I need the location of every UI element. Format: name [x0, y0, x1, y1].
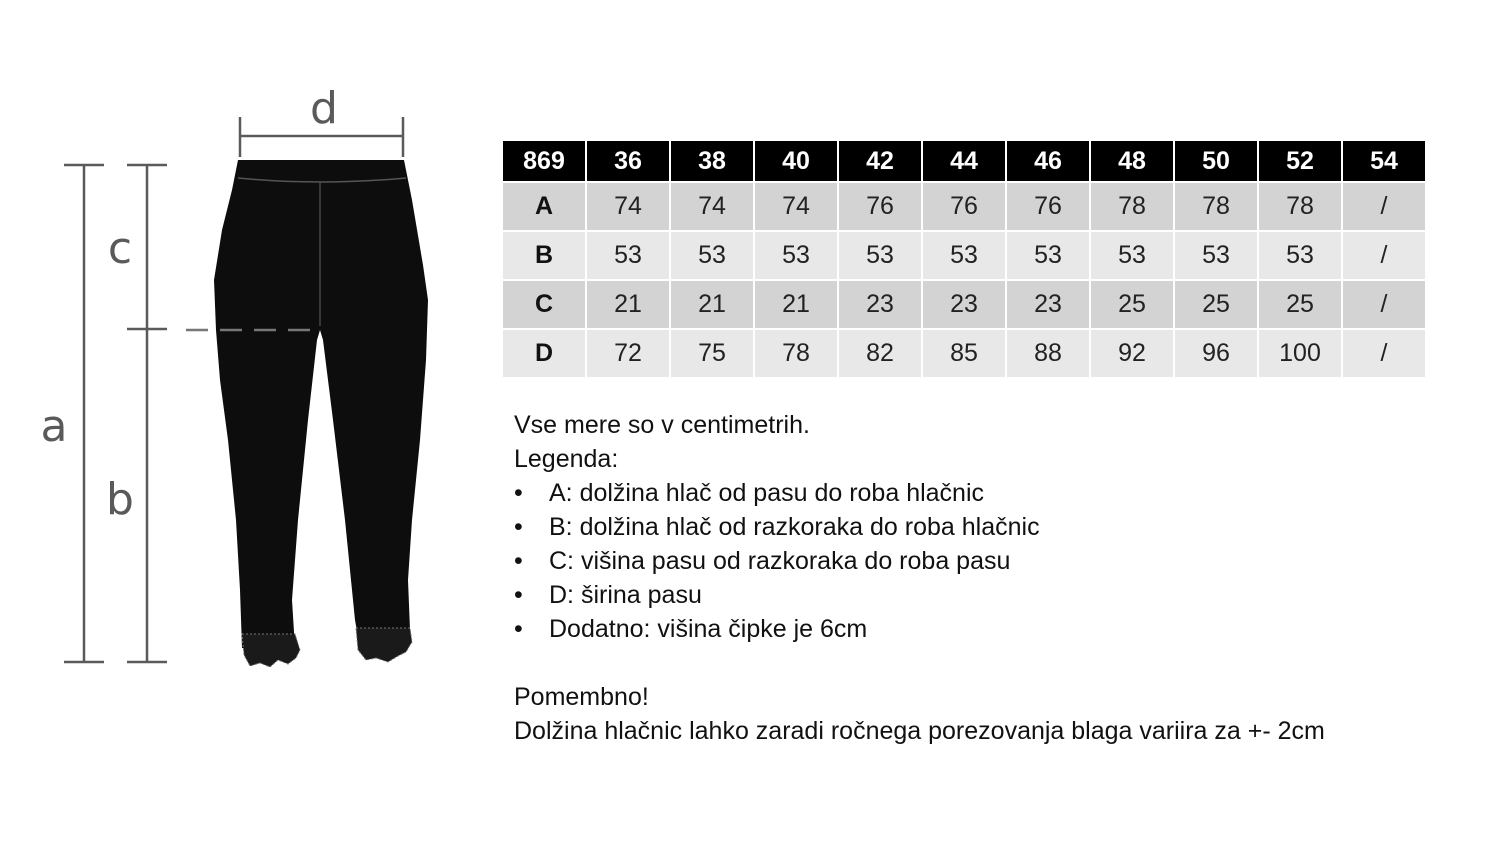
table-cell: 78: [1091, 183, 1173, 230]
row-label: B: [503, 232, 585, 279]
header-cell: 869: [503, 141, 585, 181]
row-label: D: [503, 330, 585, 377]
bullet-icon: •: [514, 581, 523, 609]
table-cell: 21: [587, 281, 669, 328]
table-cell: 74: [671, 183, 753, 230]
table-cell: 53: [1175, 232, 1257, 279]
row-label: A: [503, 183, 585, 230]
lace-hem-right: [356, 628, 412, 662]
table-cell: 74: [755, 183, 837, 230]
legend-title: Legenda:: [514, 445, 619, 473]
table-cell: 21: [755, 281, 837, 328]
legend-item-text: C: višina pasu od razkoraka do roba pasu: [549, 547, 1011, 575]
header-cell: 46: [1007, 141, 1089, 181]
table-cell: 78: [1259, 183, 1341, 230]
dimension-c-line: [127, 165, 167, 329]
table-cell: /: [1343, 183, 1425, 230]
table-cell: 78: [755, 330, 837, 377]
table-row: [503, 232, 1425, 279]
table-row: [503, 281, 1425, 328]
table-cell: /: [1343, 281, 1425, 328]
important-text: Dolžina hlačnic lahko zaradi ročnega porezovanja blaga variira za +- 2cm: [514, 717, 1325, 745]
table-cell: 25: [1091, 281, 1173, 328]
legend-item: [514, 510, 1474, 544]
table-cell: 85: [923, 330, 1005, 377]
dimension-a-line: [64, 165, 104, 662]
table-cell: 78: [1175, 183, 1257, 230]
table-cell: 75: [671, 330, 753, 377]
dimension-b-label: b: [106, 474, 134, 525]
table-cell: 53: [923, 232, 1005, 279]
lace-hem-left: [242, 634, 300, 667]
table-cell: 53: [671, 232, 753, 279]
legend-item: [514, 578, 1474, 612]
header-cell: 50: [1175, 141, 1257, 181]
table-cell: /: [1343, 232, 1425, 279]
table-cell: 100: [1259, 330, 1341, 377]
table-cell: 53: [1091, 232, 1173, 279]
table-cell: 23: [923, 281, 1005, 328]
header-cell: 38: [671, 141, 753, 181]
bullet-icon: •: [514, 547, 523, 575]
legend-item-text: B: dolžina hlač od razkoraka do roba hlačnic: [549, 513, 1040, 541]
table-cell: 23: [1007, 281, 1089, 328]
size-table: [501, 139, 1427, 379]
bullet-icon: •: [514, 513, 523, 541]
row-label: C: [503, 281, 585, 328]
table-cell: /: [1343, 330, 1425, 377]
table-cell: 53: [839, 232, 921, 279]
notes-section: [514, 408, 1474, 748]
legend-item-text: D: širina pasu: [549, 581, 702, 609]
legend-list: [514, 476, 1474, 646]
table-cell: 53: [755, 232, 837, 279]
header-cell: 48: [1091, 141, 1173, 181]
header-cell: 36: [587, 141, 669, 181]
legend-item-text: A: dolžina hlač od pasu do roba hlačnic: [549, 479, 985, 507]
table-cell: 76: [923, 183, 1005, 230]
important-title: Pomembno!: [514, 683, 649, 711]
table-cell: 53: [1259, 232, 1341, 279]
table-cell: 76: [1007, 183, 1089, 230]
legend-item: [514, 544, 1474, 578]
header-cell: 54: [1343, 141, 1425, 181]
dimension-c-label: c: [107, 223, 133, 274]
bullet-icon: •: [514, 479, 523, 507]
table-row: [503, 330, 1425, 377]
table-cell: 96: [1175, 330, 1257, 377]
legend-item-text: Dodatno: višina čipke je 6cm: [549, 615, 868, 643]
dimension-a-label: a: [40, 401, 68, 452]
header-cell: 52: [1259, 141, 1341, 181]
table-cell: 72: [587, 330, 669, 377]
pants-illustration: [214, 160, 428, 667]
table-cell: 82: [839, 330, 921, 377]
legend-item: [514, 612, 1474, 646]
table-cell: 25: [1175, 281, 1257, 328]
bullet-icon: •: [514, 615, 523, 643]
table-cell: 21: [671, 281, 753, 328]
table-cell: 76: [839, 183, 921, 230]
dimension-d-label: d: [310, 83, 338, 134]
table-cell: 53: [1007, 232, 1089, 279]
header-cell: 42: [839, 141, 921, 181]
table-cell: 92: [1091, 330, 1173, 377]
pants-measurement-diagram: [0, 0, 480, 844]
header-cell: 40: [755, 141, 837, 181]
table-cell: 25: [1259, 281, 1341, 328]
units-note: Vse mere so v centimetrih.: [514, 411, 810, 439]
table-row: [503, 183, 1425, 230]
table-cell: 74: [587, 183, 669, 230]
header-cell: 44: [923, 141, 1005, 181]
legend-item: [514, 476, 1474, 510]
table-cell: 53: [587, 232, 669, 279]
table-header-row: [503, 141, 1425, 181]
table-cell: 88: [1007, 330, 1089, 377]
table-cell: 23: [839, 281, 921, 328]
